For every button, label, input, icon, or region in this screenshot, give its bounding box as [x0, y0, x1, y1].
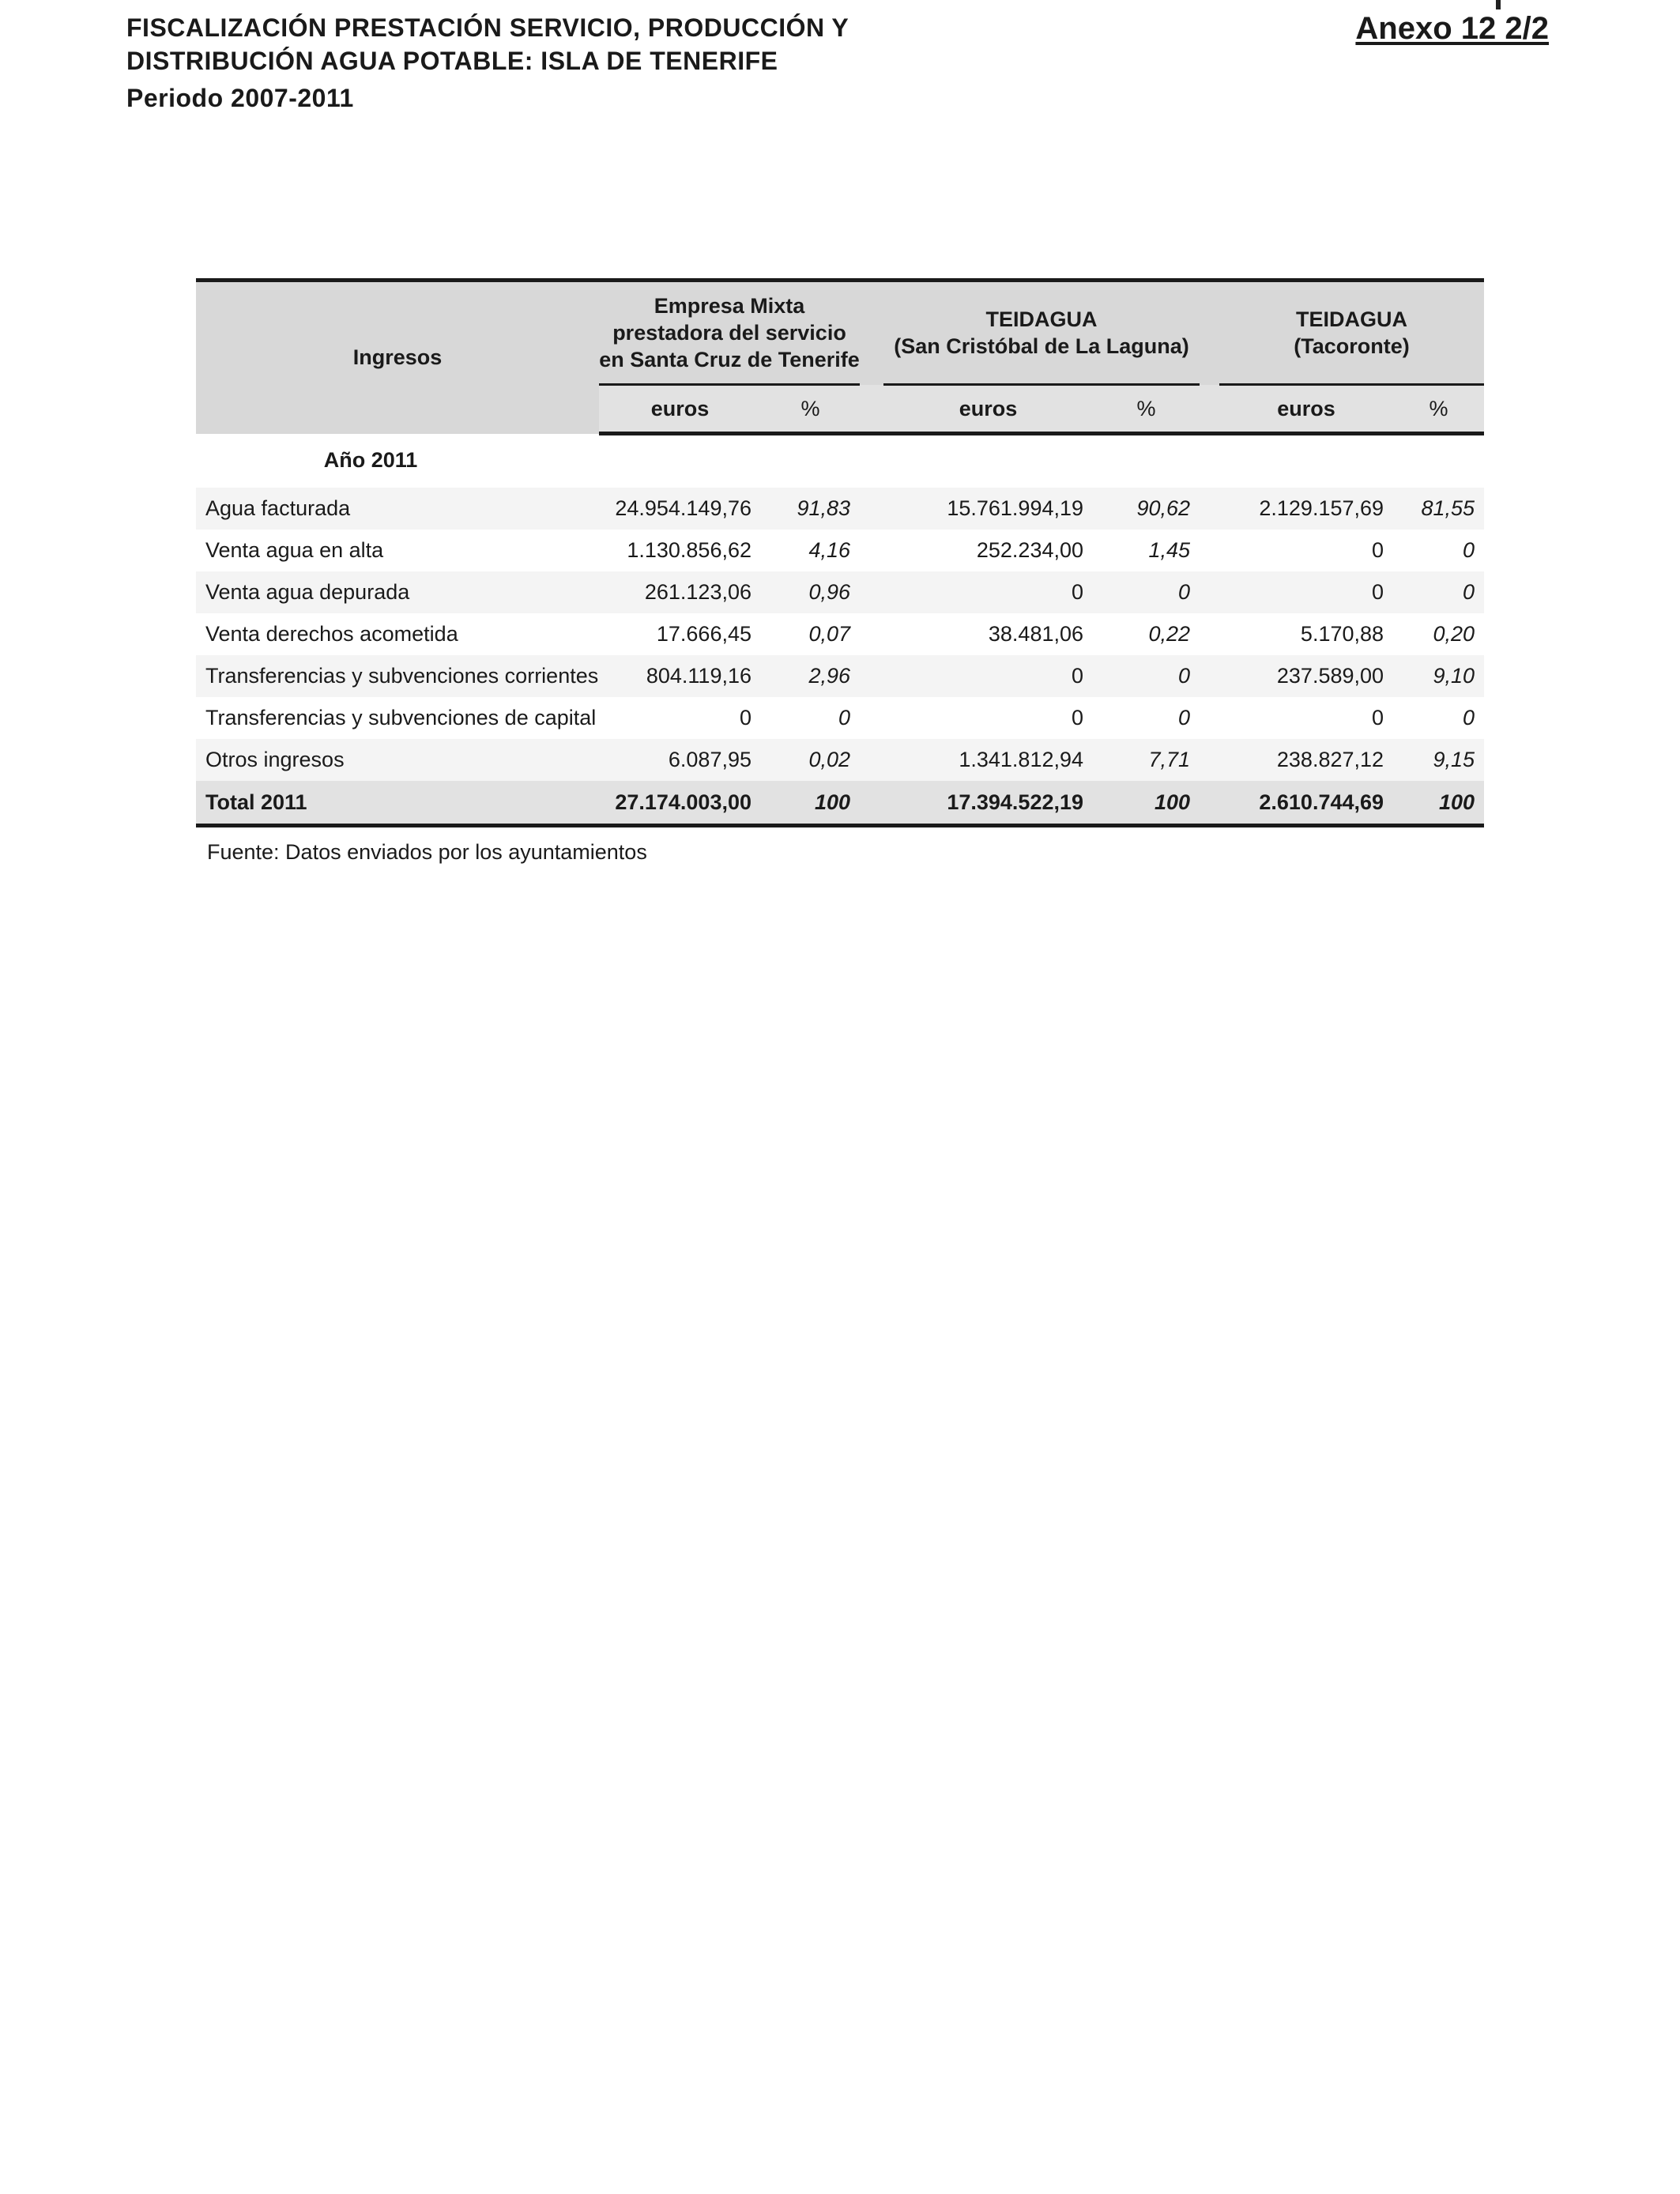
group-2-line-2: (San Cristóbal de La Laguna) [894, 334, 1189, 358]
cell-gap [1200, 697, 1219, 739]
cell-gap [860, 697, 883, 739]
cell-pct: 0,96 [761, 571, 860, 613]
cell-pct: 4,16 [808, 538, 851, 562]
row-label: Transferencias y subvenciones corrientes [196, 655, 599, 697]
period-label: Periodo 2007-2011 [126, 84, 354, 112]
cell-euros: 1.341.812,94 [883, 739, 1093, 781]
cell-gap [1200, 613, 1219, 655]
cell-gap [860, 781, 883, 826]
total-pct: 100 [1393, 781, 1484, 826]
row-label: Agua facturada [196, 488, 599, 530]
unit-pct: % [1393, 385, 1484, 434]
group-header-empresa-mixta [599, 281, 860, 385]
cell-euros: 38.481,06 [988, 622, 1084, 646]
cell-pct: 0,07 [808, 622, 851, 646]
row-label: Venta derechos acometida [205, 622, 458, 646]
group-gap [1200, 281, 1219, 385]
cell-gap [1200, 488, 1219, 530]
cell-euros: 17.666,45 [656, 622, 751, 646]
cell-gap [860, 571, 883, 613]
cell-pct: 81,55 [1393, 488, 1484, 530]
cell-gap [860, 613, 883, 655]
cell-euros: 5.170,88 [1300, 622, 1384, 646]
cell-euros: 0 [1372, 538, 1384, 562]
group-3-line-1: TEIDAGUA [1296, 307, 1408, 331]
cell-euros: 0 [1372, 706, 1384, 729]
total-pct: 100 [1093, 781, 1200, 826]
table-row [196, 488, 1484, 530]
cell-euros: 261.123,06 [599, 571, 761, 613]
cell-gap [860, 655, 883, 697]
cell-gap [1200, 571, 1219, 613]
cell-pct: 9,10 [1393, 655, 1484, 697]
total-label: Total 2011 [196, 781, 599, 826]
group-1-line-2: prestadora del servicio [612, 321, 846, 345]
year-row-filler [599, 434, 1484, 488]
row-label: Transferencias y subvenciones de capital [205, 706, 597, 729]
cell-pct: 1,45 [1148, 538, 1191, 562]
cell-gap [860, 488, 883, 530]
unit-euros: euros [1219, 385, 1393, 434]
title-line-1: FISCALIZACIÓN PRESTACIÓN SERVICIO, PRODUCCIÓN Y [126, 13, 849, 42]
total-euros: 2.610.744,69 [1219, 781, 1393, 826]
cell-euros: 0 [1071, 706, 1084, 729]
year-row [196, 434, 1484, 488]
cell-pct: 0 [1093, 571, 1200, 613]
table-row [196, 697, 1484, 739]
table-group-header-row [196, 281, 1484, 385]
cell-pct: 0 [1463, 706, 1475, 729]
unit-euros: euros [599, 385, 761, 434]
cell-euros: 15.761.994,19 [883, 488, 1093, 530]
unit-euros: euros [883, 385, 1093, 434]
document-header [126, 11, 1549, 113]
cell-gap [1200, 781, 1219, 826]
title-line-2: DISTRIBUCIÓN AGUA POTABLE: ISLA DE TENERIFE [126, 47, 778, 75]
cell-pct: 90,62 [1093, 488, 1200, 530]
cell-euros: 1.130.856,62 [627, 538, 751, 562]
cell-euros: 238.827,12 [1219, 739, 1393, 781]
income-table-container [196, 278, 1484, 865]
group-header-teidagua-laguna [883, 281, 1200, 385]
cell-gap [1200, 739, 1219, 781]
cell-pct: 91,83 [761, 488, 860, 530]
row-label: Otros ingresos [196, 739, 599, 781]
cell-pct: 0 [838, 706, 851, 729]
group-1-line-3: en Santa Cruz de Tenerife [599, 348, 860, 371]
unit-gap [1200, 385, 1219, 434]
group-3-line-2: (Tacoronte) [1294, 334, 1410, 358]
cell-pct: 2,96 [761, 655, 860, 697]
total-euros: 27.174.003,00 [599, 781, 761, 826]
group-gap [860, 281, 883, 385]
unit-pct: % [761, 385, 860, 434]
total-pct: 100 [761, 781, 860, 826]
cell-pct: 0,02 [761, 739, 860, 781]
unit-gap [860, 385, 883, 434]
row-label: Venta agua depurada [196, 571, 599, 613]
cell-euros: 252.234,00 [976, 538, 1084, 562]
cell-pct: 0 [1093, 655, 1200, 697]
table-row [196, 739, 1484, 781]
cell-gap [860, 739, 883, 781]
source-note: Fuente: Datos enviados por los ayuntamientos [207, 840, 647, 864]
unit-pct: % [1093, 385, 1200, 434]
cell-gap [1200, 655, 1219, 697]
row-header-ingresos: Ingresos [196, 281, 599, 434]
cell-pct: 0,22 [1148, 622, 1191, 646]
cell-euros: 0 [739, 706, 751, 729]
table-row [196, 530, 1484, 571]
table-row [196, 613, 1484, 655]
group-2-line-1: TEIDAGUA [985, 307, 1098, 331]
cell-euros: 0 [883, 571, 1093, 613]
cell-euros: 2.129.157,69 [1219, 488, 1393, 530]
year-label: Año 2011 [323, 448, 418, 473]
cell-euros: 804.119,16 [599, 655, 761, 697]
annex-label: Anexo 12 2/2 [1355, 11, 1549, 46]
total-euros: 17.394.522,19 [883, 781, 1093, 826]
cell-euros: 0 [883, 655, 1093, 697]
total-row [196, 781, 1484, 826]
cell-pct: 0 [1393, 571, 1484, 613]
group-header-teidagua-tacoronte [1219, 281, 1484, 385]
cell-pct: 0 [1463, 538, 1475, 562]
income-table [196, 278, 1484, 827]
cell-euros: 24.954.149,76 [599, 488, 761, 530]
table-row [196, 571, 1484, 613]
table-row [196, 655, 1484, 697]
cell-pct: 0 [1178, 706, 1191, 729]
cell-pct: 9,15 [1393, 739, 1484, 781]
row-label: Venta agua en alta [205, 538, 384, 562]
corner-mark [1496, 0, 1501, 9]
cell-pct: 7,71 [1093, 739, 1200, 781]
cell-pct: 0,20 [1433, 622, 1475, 646]
cell-gap [1200, 530, 1219, 571]
cell-euros: 6.087,95 [599, 739, 761, 781]
cell-gap [860, 530, 883, 571]
cell-euros: 237.589,00 [1219, 655, 1393, 697]
cell-euros: 0 [1219, 571, 1393, 613]
group-1-line-1: Empresa Mixta [654, 294, 805, 318]
